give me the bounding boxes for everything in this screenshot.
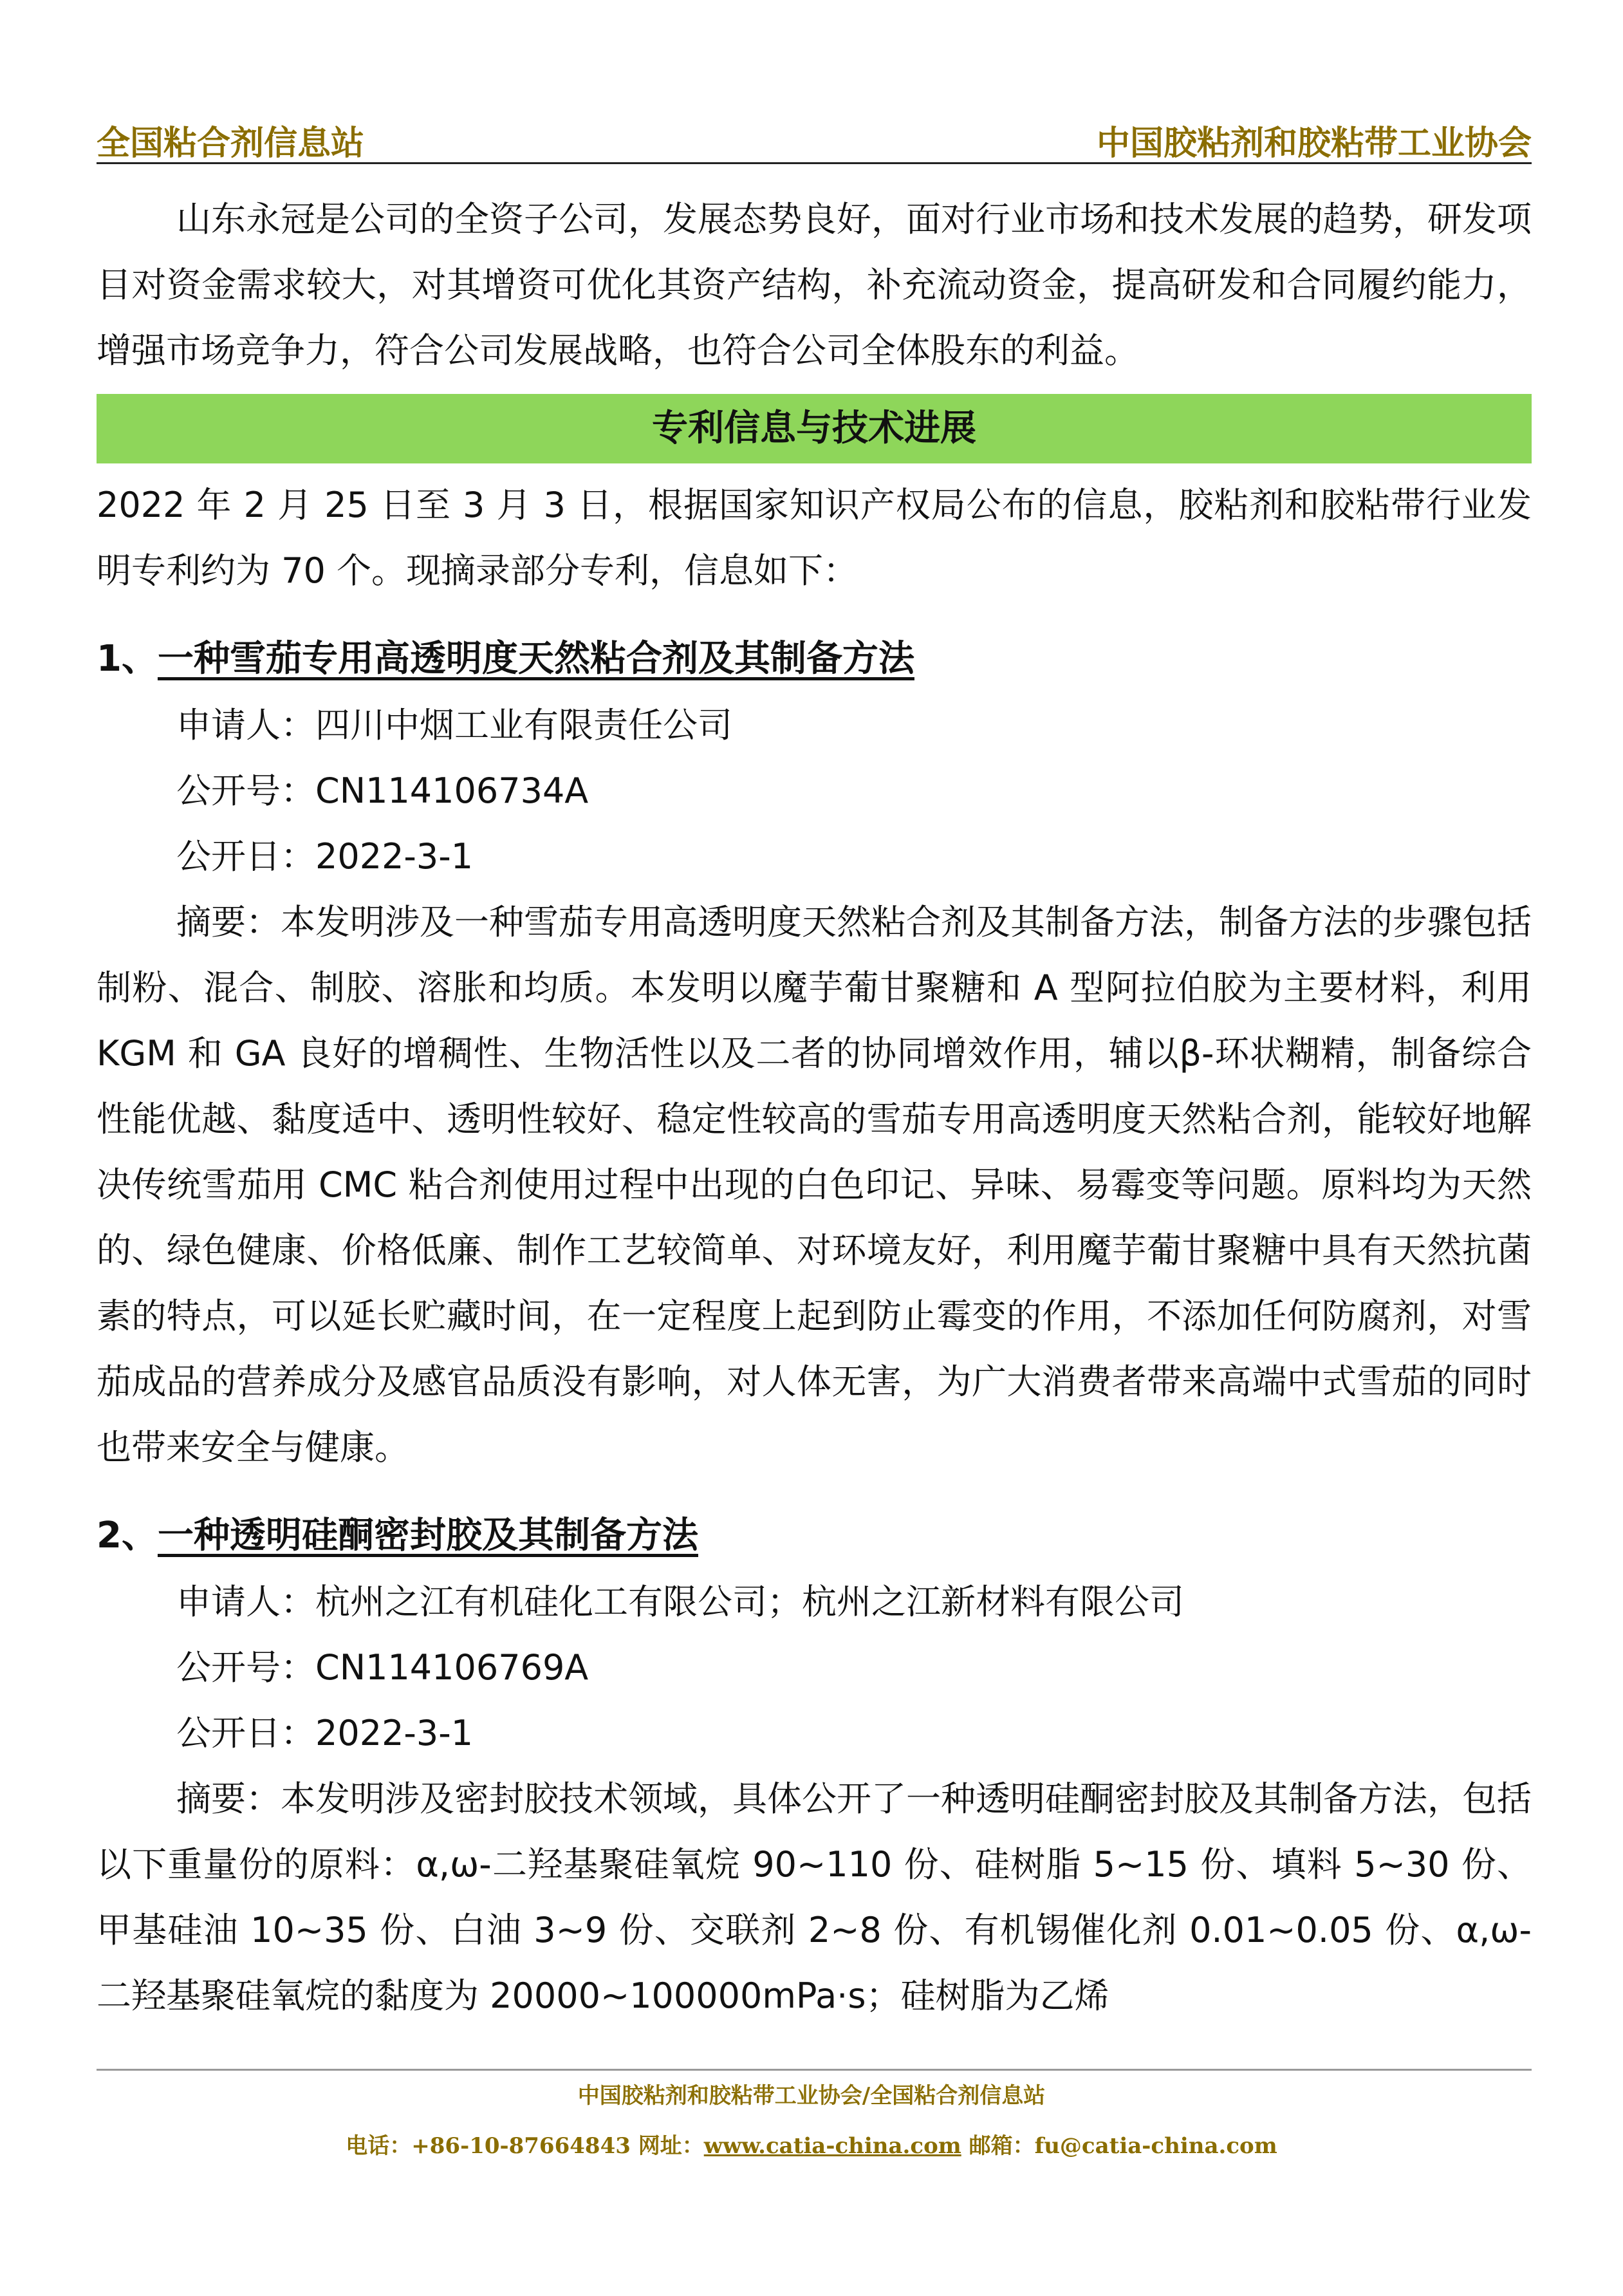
patent-pub-no: 公开号：CN114106734A (176, 770, 589, 811)
patent-applicant: 申请人：四川中烟工业有限责任公司 (176, 705, 732, 745)
intro-paragraph: 山东永冠是公司的全资子公司，发展态势良好，面对行业市场和技术发展的趋势，研发项目对资金需求较大，对其增资可优化其资产结构，补充流动资金，提高研发和合同履约能力，增强市场竞争力，符合公司发展战略，也符合公司全体股东的利益。 (97, 199, 1532, 371)
footer-divider (97, 2069, 1532, 2071)
footer-mail[interactable]: fu@catia-china.com (1034, 2133, 1277, 2159)
patent-title (97, 1505, 1532, 1567)
patent-title-text: 一种透明硅酮密封胶及其制备方法 (157, 1515, 698, 1556)
patent-number: 1、 (97, 638, 158, 680)
patent-pub-date: 公开日：2022-3-1 (176, 1713, 474, 1753)
main-content (97, 187, 1532, 2029)
patent-pub-date: 公开日：2022-3-1 (176, 836, 474, 877)
page-header (97, 116, 1532, 164)
footer-site-label: 网址： (638, 2133, 704, 2159)
patent-title (97, 628, 1532, 690)
footer-organization: 中国胶粘剂和胶粘带工业协会/全国粘合剂信息站 (577, 2083, 1046, 2109)
patent-abstract: 摘要：本发明涉及一种雪茄专用高透明度天然粘合剂及其制备方法，制备方法的步骤包括制粉、混合、制胶、溶胀和均质。本发明以魔芋葡甘聚糖和 A 型阿拉伯胶为主要材料，利用 KGM 和 GA 良好的增稠性、生物活性以及二者的协同增效作用，辅以β-环状糊精，制备综合性能优越、黏度适中、透明性较好、稳定性较高的雪茄专用高透明度天然粘合剂，能较好地解决传统雪茄用 CMC 粘合剂使用过程中出现的白色印记、异味、易霉变等问题。原料均为天然的、绿色健康、价格低廉、制作工艺较简单、对环境友好，利用魔芋葡甘聚糖中具有天然抗菌素的特点，可以延长贮藏时间，在一定程度上起到防止霉变的作用，不添加任何防腐剂，对雪茄成品的营养成分及感官品质没有影响，对人体无害，为广大消费者带来高端中式雪茄的同时也带来安全与健康。 (97, 902, 1532, 1468)
header-right-title: 中国胶粘剂和胶粘带工业协会 (1096, 124, 1532, 163)
footer-site-link[interactable]: www.catia-china.com (703, 2133, 961, 2159)
patent-entry (97, 628, 1532, 1480)
footer-phone: 电话：+86-10-87664843 (346, 2133, 631, 2159)
patent-pub-no: 公开号：CN114106769A (176, 1647, 589, 1688)
footer-contact (0, 2128, 1623, 2160)
patent-entry (97, 1505, 1532, 2029)
footer-mail-label: 邮箱： (969, 2133, 1035, 2159)
patent-number: 2、 (97, 1515, 158, 1556)
patent-abstract: 摘要：本发明涉及密封胶技术领域，具体公开了一种透明硅酮密封胶及其制备方法，包括以下重量份的原料：α,ω-二羟基聚硅氧烷 90~110 份、硅树脂 5~15 份、填料 5~30 份、甲基硅油 10~35 份、白油 3~9 份、交联剂 2~8 份、有机锡催化剂 0.01~0.05 份、α,ω-二羟基聚硅氧烷的黏度为 20000~100000mPa·s；硅树脂为乙烯 (97, 1778, 1532, 2016)
section-intro: 2022 年 2 月 25 日至 3 月 3 日，根据国家知识产权局公布的信息，胶粘剂和胶粘带行业发明专利约为 70 个。现摘录部分专利，信息如下： (97, 485, 1532, 591)
header-left-title: 全国粘合剂信息站 (97, 124, 365, 163)
patent-applicant: 申请人：杭州之江有机硅化工有限公司；杭州之江新材料有限公司 (176, 1582, 1184, 1622)
section-header-band (97, 394, 1532, 463)
section-title: 专利信息与技术进展 (652, 407, 976, 449)
patent-title-text: 一种雪茄专用高透明度天然粘合剂及其制备方法 (157, 638, 914, 680)
